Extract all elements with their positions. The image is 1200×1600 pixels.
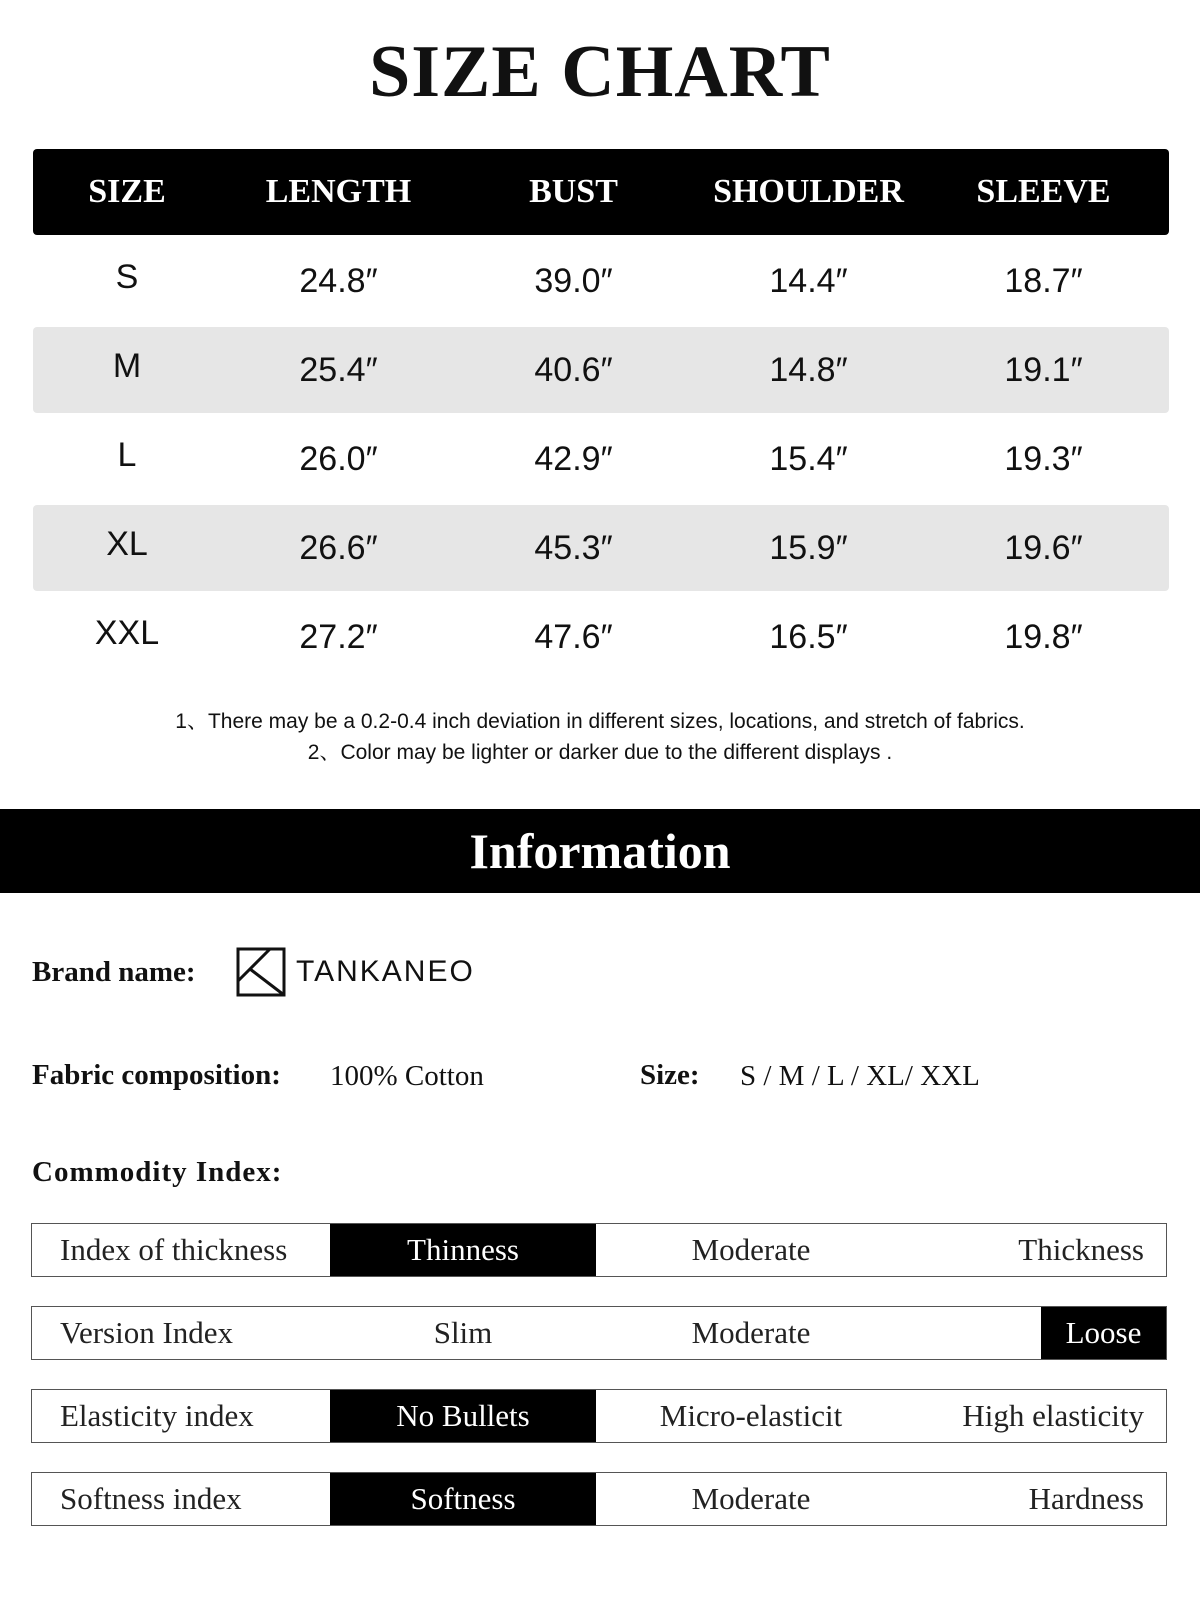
index-option: Moderate — [691, 1481, 811, 1516]
index-option: Slim — [433, 1315, 493, 1350]
brand — [236, 946, 475, 998]
brand-name-label: Brand name: — [32, 956, 196, 988]
note-deviation: 1、There may be a 0.2-0.4 inch deviation in different sizes, locations, and stretch of fabrics. — [175, 710, 1025, 733]
cell-bust: 47.6″ — [534, 617, 613, 656]
cell-bust: 40.6″ — [534, 350, 613, 389]
elasticity-index-row — [31, 1389, 1167, 1443]
version-index-row — [31, 1306, 1167, 1360]
table-header — [33, 149, 1169, 235]
commodity-index-label: Commodity Index: — [32, 1156, 283, 1188]
table-row — [33, 238, 1169, 324]
brand-name: TANKANEO — [296, 955, 475, 988]
cell-size: L — [117, 435, 137, 474]
index-label: Index of thickness — [60, 1232, 288, 1267]
cell-size: M — [112, 346, 142, 385]
index-option-selected: Loose — [1041, 1307, 1166, 1359]
index-label: Version Index — [60, 1315, 234, 1350]
cell-shoulder: 15.9″ — [769, 528, 848, 567]
size-label: Size: — [640, 1059, 700, 1091]
index-label: Softness index — [60, 1481, 242, 1516]
index-option-selected: Thinness — [330, 1224, 596, 1276]
index-option-selected: No Bullets — [330, 1390, 596, 1442]
fabric-composition-value: 100% Cotton — [330, 1060, 484, 1092]
index-option: Hardness — [1028, 1481, 1144, 1516]
brand-logo-icon — [236, 947, 286, 997]
column-header-shoulder: SHOULDER — [713, 173, 904, 210]
softness-index-row — [31, 1472, 1167, 1526]
table-row — [33, 594, 1169, 680]
size-value: S / M / L / XL/ XXL — [740, 1060, 980, 1092]
index-option-selected: Softness — [330, 1473, 596, 1525]
index-option: Thickness — [1018, 1232, 1144, 1267]
cell-size: S — [115, 257, 139, 296]
cell-length: 26.0″ — [299, 439, 378, 478]
cell-length: 24.8″ — [299, 261, 378, 300]
column-header-length: LENGTH — [265, 173, 412, 210]
cell-bust: 39.0″ — [534, 261, 613, 300]
cell-shoulder: 14.4″ — [769, 261, 848, 300]
cell-sleeve: 18.7″ — [1004, 261, 1083, 300]
cell-size: XXL — [94, 613, 160, 652]
cell-shoulder: 16.5″ — [769, 617, 848, 656]
cell-sleeve: 19.8″ — [1004, 617, 1083, 656]
cell-shoulder: 14.8″ — [769, 350, 848, 389]
size-chart-table — [33, 149, 1169, 680]
fabric-composition-label: Fabric composition: — [32, 1059, 281, 1091]
cell-length: 27.2″ — [299, 617, 378, 656]
cell-sleeve: 19.6″ — [1004, 528, 1083, 567]
column-header-sleeve: SLEEVE — [976, 173, 1111, 210]
index-option: Moderate — [691, 1315, 811, 1350]
index-label: Elasticity index — [60, 1398, 254, 1433]
cell-bust: 45.3″ — [534, 528, 613, 567]
information-title: Information — [469, 823, 731, 879]
note-color: 2、Color may be lighter or darker due to the different displays . — [307, 741, 893, 764]
thickness-index-row — [31, 1223, 1167, 1277]
cell-bust: 42.9″ — [534, 439, 613, 478]
table-row — [33, 505, 1169, 591]
column-header-size: SIZE — [88, 173, 166, 210]
page-title: SIZE CHART — [369, 31, 831, 113]
cell-length: 25.4″ — [299, 350, 378, 389]
table-row — [33, 416, 1169, 502]
size-notes — [0, 706, 1200, 768]
information-banner — [0, 809, 1200, 893]
cell-size: XL — [106, 524, 148, 563]
cell-shoulder: 15.4″ — [769, 439, 848, 478]
index-option: High elasticity — [962, 1398, 1144, 1433]
table-row — [33, 327, 1169, 413]
column-header-bust: BUST — [529, 173, 618, 210]
cell-sleeve: 19.1″ — [1004, 350, 1083, 389]
index-option: Moderate — [691, 1232, 811, 1267]
cell-sleeve: 19.3″ — [1004, 439, 1083, 478]
cell-length: 26.6″ — [299, 528, 378, 567]
index-option: Micro-elasticit — [659, 1398, 843, 1433]
